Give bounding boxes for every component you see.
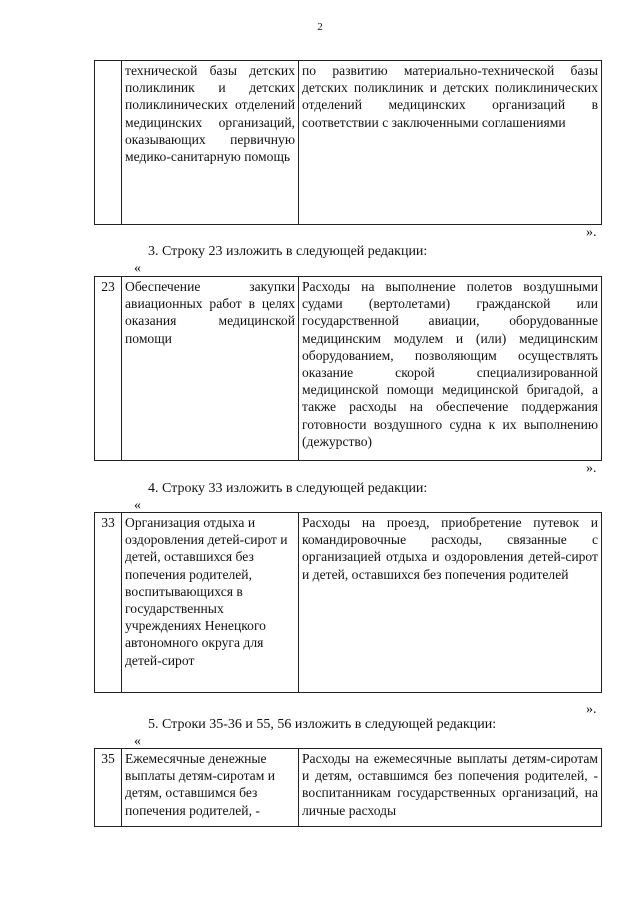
row-description-cell: Расходы на выполнение полетов воздушными судами (вертолетами) гражданской или государственной авиации, оборудованные медицинским модулем и (или) медицинским оборудованием, позволяющим осуществлять оказание скорой специализированной медицинской помощи медицинской бригадой, а также расходы на обеспечение поддержания готовности воздушного судна к их выполнению (дежурство): [299, 277, 602, 461]
table-row: [95, 277, 602, 461]
opening-quote: «: [134, 498, 141, 513]
row-description-cell: по развитию материально-технической базы детских поликлиник и детских поликлинических отделений медицинских организаций в соответствии с заключенными соглашениями: [299, 61, 602, 225]
row-description-cell: Расходы на проезд, приобретение путевок и командировочные расходы, связанные с организацией отдыха и оздоровления детей-сирот и детей, оставшихся без попечения родителей: [299, 513, 602, 693]
section-5-heading: 5. Строки 35-36 и 55, 56 изложить в следующей редакции:: [148, 717, 497, 732]
section-3-heading: 3. Строку 23 изложить в следующей редакции:: [148, 244, 428, 259]
table-row: [95, 749, 602, 827]
row-name-cell: Ежемесячные денежные выплаты детям-сиротам и детям, оставшимся без попечения родителей, -: [122, 749, 299, 827]
row-name-cell: технической базы детских поликлиник и детских поликлинических отделений медицинских организаций, оказывающих первичную медико-санитарную помощь: [122, 61, 299, 225]
row-number-cell: [95, 61, 122, 225]
table-row: [95, 513, 602, 693]
table-row-35: [94, 748, 602, 827]
opening-quote: «: [134, 734, 141, 749]
closing-quote: ».: [586, 225, 597, 240]
row-number-cell: 23: [95, 277, 122, 461]
opening-quote: «: [134, 261, 141, 276]
table-row: [95, 61, 602, 225]
row-number-cell: 35: [95, 749, 122, 827]
section-4-heading: 4. Строку 33 изложить в следующей редакции:: [148, 481, 428, 496]
row-description-cell: Расходы на ежемесячные выплаты детям-сиротам и детям, оставшимся без попечения родителей, - воспитанникам государственных организаций, на личные расходы: [299, 749, 602, 827]
row-name-cell: Обеспечение закупки авиационных работ в целях оказания медицинской помощи: [122, 277, 299, 461]
page-number: 2: [317, 21, 323, 33]
table-continuation: [94, 60, 602, 225]
table-row-33: [94, 512, 602, 693]
table-row-23: [94, 276, 602, 461]
closing-quote: ».: [586, 461, 597, 476]
closing-quote: ».: [586, 702, 597, 717]
row-name-cell: Организация отдыха и оздоровления детей-сирот и детей, оставшихся без попечения родителей, воспитывающихся в государственных учреждениях Ненецкого автономного округа для детей-сирот: [122, 513, 299, 693]
row-number-cell: 33: [95, 513, 122, 693]
